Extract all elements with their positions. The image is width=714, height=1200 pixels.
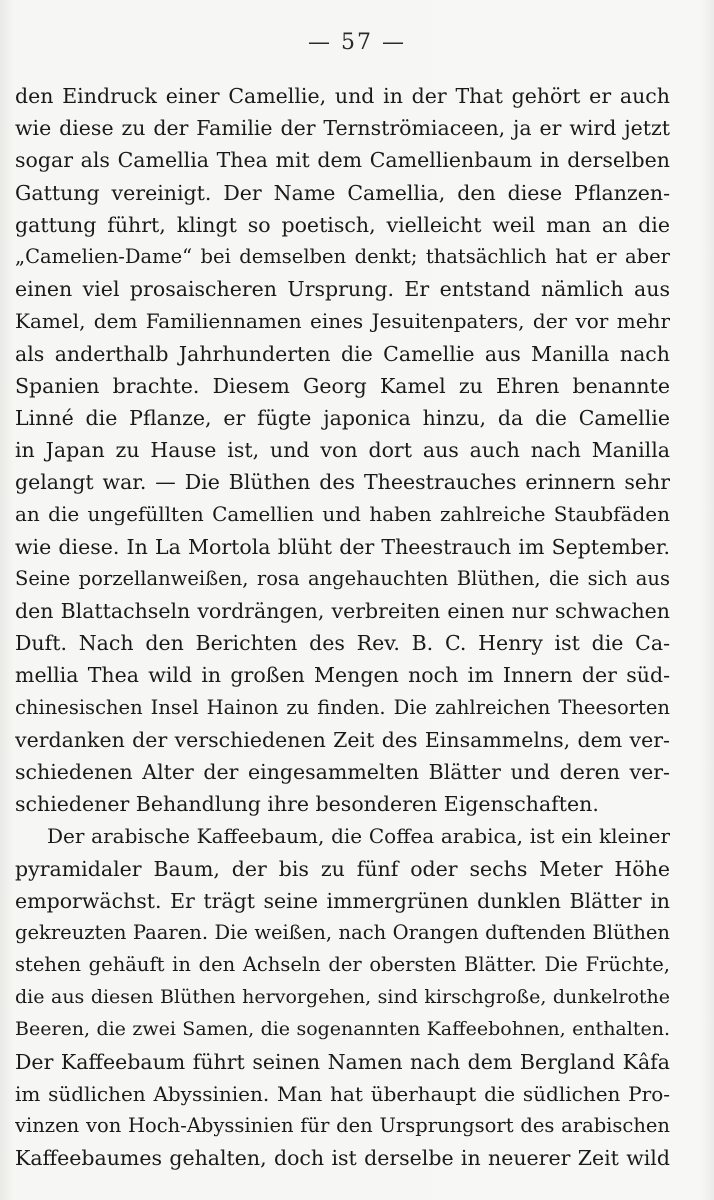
text-line: gattung führt, klingt so poetisch, vielleicht weil man an die <box>15 212 670 237</box>
page-number: — 57 — <box>308 30 406 55</box>
text-line: vinzen von Hoch-Abyssinien für den Ursprungsort des arabischen <box>15 1114 670 1137</box>
text-line: Der arabische Kaffeebaum, die Coffea arabica, ist ein kleiner <box>47 824 670 849</box>
text-line: Kamel, dem Familiennamen eines Jesuitenpaters, der vor mehr <box>15 309 670 334</box>
text-line: chinesischen Insel Hainon zu finden. Die zahlreichen Theesorten <box>15 695 670 719</box>
text-line: Beeren, die zwei Samen, die sogenannten Kaffeebohnen, enthalten. <box>15 1018 670 1041</box>
text-line: Der Kaffeebaum führt seinen Namen nach dem Bergland Kâfa <box>15 1049 670 1074</box>
text-line: emporwächst. Er trägt seine immergrünen dunklen Blätter in <box>15 888 670 913</box>
text-line: Spanien brachte. Diesem Georg Kamel zu Ehren benannte <box>15 373 670 398</box>
text-line: „Camelien-Dame“ bei demselben denkt; thatsächlich hat er aber <box>15 244 670 268</box>
text-line: mellia Thea wild in großen Mengen noch im Innern der süd- <box>15 663 670 688</box>
text-line: im südlichen Abyssinien. Man hat überhaupt die südlichen Pro- <box>15 1081 670 1106</box>
text-line: wie diese zu der Familie der Ternströmiaceen, ja er wird jetzt <box>15 116 670 141</box>
text-line: als anderthalb Jahrhunderten die Camellie aus Manilla nach <box>15 341 670 366</box>
text-line: sogar als Camellia Thea mit dem Camellienbaum in derselben <box>15 148 670 173</box>
text-line: Linné die Pflanze, er fügte japonica hinzu, da die Camellie <box>15 405 670 430</box>
text-line: schiedenen Alter der eingesammelten Blätter und deren ver- <box>15 759 670 784</box>
text-line: pyramidaler Baum, der bis zu fünf oder sechs Meter Höhe <box>15 856 670 881</box>
text-line: Seine porzellanweißen, rosa angehauchten Blüthen, die sich aus <box>15 566 670 590</box>
paragraph-camellia <box>15 80 670 820</box>
text-line: Kaffeebaumes gehalten, doch ist derselbe in neuerer Zeit wild <box>15 1146 670 1171</box>
body-text <box>15 80 670 1174</box>
text-line: Gattung vereinigt. Der Name Camellia, den diese Pflanzen- <box>15 180 670 205</box>
text-line: den Blattachseln vordrängen, verbreiten einen nur schwachen <box>15 599 670 623</box>
text-line: gekreuzten Paaren. Die weißen, nach Orangen duftenden Blüthen <box>15 920 670 944</box>
text-line: die aus diesen Blüthen hervorgehen, sind kirschgroße, dunkelrothe <box>15 986 670 1009</box>
text-line: den Eindruck einer Camellie, und in der That gehört er auch <box>15 84 670 108</box>
text-line: verdanken der verschiedenen Zeit des Einsammelns, dem ver- <box>15 727 670 752</box>
text-line: wie diese. In La Mortola blüht der Theestrauch im September. <box>15 534 670 559</box>
text-line: stehen gehäuft in den Achseln der obersten Blätter. Die Früchte, <box>15 953 670 977</box>
text-line: gelangt war. — Die Blüthen des Theestrauches erinnern sehr <box>15 470 670 495</box>
text-line: einen viel prosaischeren Ursprung. Er entstand nämlich aus <box>15 277 670 302</box>
paragraph-coffee <box>15 820 670 1174</box>
text-line: Duft. Nach den Berichten des Rev. B. C. Henry ist die Ca- <box>15 631 670 656</box>
text-line: an die ungefüllten Camellien und haben zahlreiche Staubfäden <box>15 502 670 527</box>
text-line: schiedener Behandlung ihre besonderen Eigenschaften. <box>15 792 599 817</box>
text-line: in Japan zu Hause ist, und von dort aus auch nach Manilla <box>15 438 670 463</box>
